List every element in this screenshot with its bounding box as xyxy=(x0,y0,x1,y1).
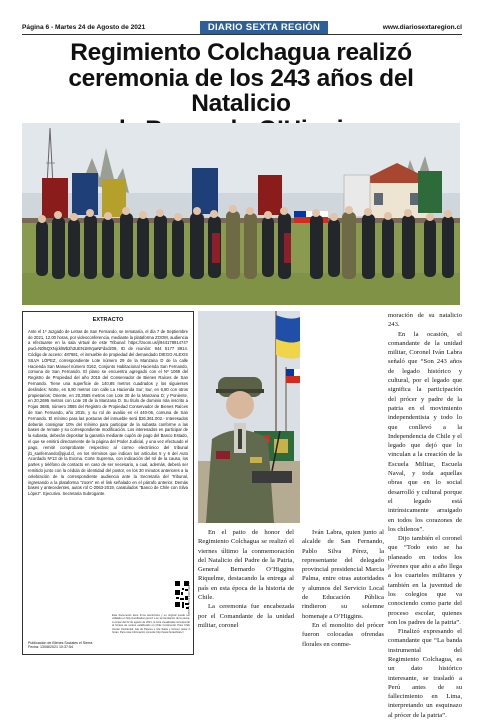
legal-notice-footer xyxy=(28,580,188,650)
article-paragraph: En el patio de honor del Regimiento Colchagua se realizó el viernes último la conmemoración del Natalicio del Padre de la Patria, General Bernardo O’Higgins Riquelme, destacando la entrega al país en esta época de la historia de Chile. xyxy=(198,529,294,602)
publication-note xyxy=(28,641,106,650)
legal-notice-title: EXTRACTO xyxy=(92,317,124,323)
page-info: Página 6 - Martes 24 de Agosto de 2021 xyxy=(22,23,146,31)
publication-note-line: Publicación de Bienes Sociales el Sierra xyxy=(28,640,93,645)
page-header xyxy=(22,20,462,35)
website-url[interactable]: www.diariosextaregion.cl xyxy=(382,23,462,31)
legal-notice-body: Ante el 1º Juzgado de Letras de San Fernando, se remataría, el día 7 de Septiembre de 2021, 12.00 horas, por videoconferencia, mediante la plataforma ZOOM, audiencia a efectuarse en la sala virtual de este Tribunal: https://zoom.us/j/94417891474?pwd=N0l5QXNjcklWb2h3UEN1MVpaNFdxdz09, ID de reunión: 944 5177 8914. Código de acceso: 487681, el inmueble de propiedad del demandado DIEGO ALEXIS SILVA LÓPEZ, correspondiente Lote número 29 de la Manzana D de la calle Hacienda San Manuel número 0162, Conjunto Habitacional Hacienda San Fernando, comuna de San Fernando. El plano se encuentra agregado con el Nº 1069 del Registro de Propiedad del año 2015 del Conservador de Bienes Raíces de San Fernando. Tiene una superficie de 140,85 metros cuadrados y los siguientes deslindes: Norte, en 6,80 metros con calle La Hacienda Sur; Sur, en 6,80 con otros propietarios; Oriente, en 20,2665 metros con Lote 30 de la Manzana D; y Poniente, en 20,2695 metros con Lote 28 de la Manzana D. Su título de dominio rola inscrito a Fojas 3686, número 3865 del Registro de Propiedad Conservador de Bienes Raíces de San Fernando, año 2015, y su rol de avalúo es el 440-06, comuna de San Fernando. El mínimo para las posturas del inmueble será $26.361.002.- Interesados deberán consignar 10% del mínimo para participar de la subasta conforme a las bases de remate y su correspondiente modificación. Los interesados en participar de la subasta, deberán depositar la garantía mediante cupón de pago del Banco Estado, el que se emitirá directamente de la página del Poder Judicial, y una vez efectuado el pago, remitir comprobante respectivo al correo electrónico del tribunal jl1_sanfernando@pjud.cl, en los términos que indican los artículos 5 y 6 del Auto Acordado Nº13 de la Excma. Corte Suprema, con indicación del rol de la causa, los partes y teléfono de contacto en caso de ser necesario, a cual, además, deberá ser remitido junto con la cédula de identidad del postor, en los 30 minutos anteriores a la celebración de la correspondiente audiencia ante la Secretaría del Tribunal, ingresando a la plataforma “zoom” en el link señalado en el párrafo anterior. Demás bases y antecedentes, autos rol C-2063-2019, caratulados “Banco de Chile con Silva López”. Ejecutivo. Secretaria Subrogante. xyxy=(28,328,188,497)
electronic-signature-note: Este documento tiene firma electrónica y su original puede ser validado en http://verificadoc.pjud.cl o en la tramitación de la causa. A contar del 02 de agosto de 2021, la hora visualizada corresponde al horario de verano establecido en Chile Continental. Para Chile Insular Occidental, Isla de Pascua e Isla Salas y Gómez restar 2 horas. Para más información consulte http://www.horaoficial.cl xyxy=(112,614,190,635)
officer-photo xyxy=(198,311,300,523)
case-certificate-code: C-2063-2019 FOJA: 1 - uno xyxy=(187,582,190,615)
article-column-3 xyxy=(388,311,462,720)
article-paragraph: Dijo también el coronel que “Todo esto se ha planeado en todos los jóvenes que año a año llega a los cuarteles militares y también en la juventud de los colegios que va conociendo como parte del proceso escolar, quienes son los padres de la patria”. xyxy=(388,535,462,626)
article-paragraph: moración de su natalicio 243. xyxy=(388,312,462,329)
headline-line: ceremonia de los 243 años del Natalicio xyxy=(68,64,414,117)
newspaper-brand: DIARIO SEXTA REGIÓN xyxy=(200,21,328,34)
article-paragraph: En la ocasión, el comandante de la unidad militar, Coronel Iván Labra señaló que “Son 243 años de legado histórico y cultural, por el legado que significa la participación del prócer y padre de la patria en el movimiento independentista y todo lo que conllevó a la Independencia de Chile y el legado que dejó que lo vinculan a la creación de la Escuela Militar, Escuela Naval, y toda aquellas obras que en lo social desarrolló y cultural porque el legado está intrínsicamente arraigado en todos los corazones de los chilenos”. xyxy=(388,330,462,533)
ceremony-group-photo xyxy=(22,123,460,305)
article-paragraph: En el monolito del prócer fueron colocadas ofrendas florales en conme- xyxy=(302,621,384,648)
article-paragraph: Finalizó expresando el comandante que “La banda instrumental del Regimiento Colchagua, es un dato histórico interesante, se trasladó a Perú antes de su fallecimiento en Lima, interpretando un esquinazo al prócer de la patria”. xyxy=(388,628,462,719)
article-paragraph: Iván Labra, quien junto al alcalde de San Fernando, Pablo Silva Pérez, la representante del delegado provincial presidencial Marcia Palma, entre otras autoridades y alumnos del Servicio Local de Educación Pública rindieron su solemne homenaje a O’Higgins. xyxy=(302,529,384,620)
legal-notice-box xyxy=(22,311,194,655)
headline-line: Regimiento Colchagua realizó xyxy=(70,39,412,66)
article-paragraph: La ceremonia fue encabezada por el Comandante de la unidad militar, coronel xyxy=(198,603,294,629)
article-column-1 xyxy=(198,528,294,630)
article-column-2 xyxy=(302,528,384,649)
publication-date: Fecha: 13/08/2021 10:37:54 xyxy=(28,645,73,650)
